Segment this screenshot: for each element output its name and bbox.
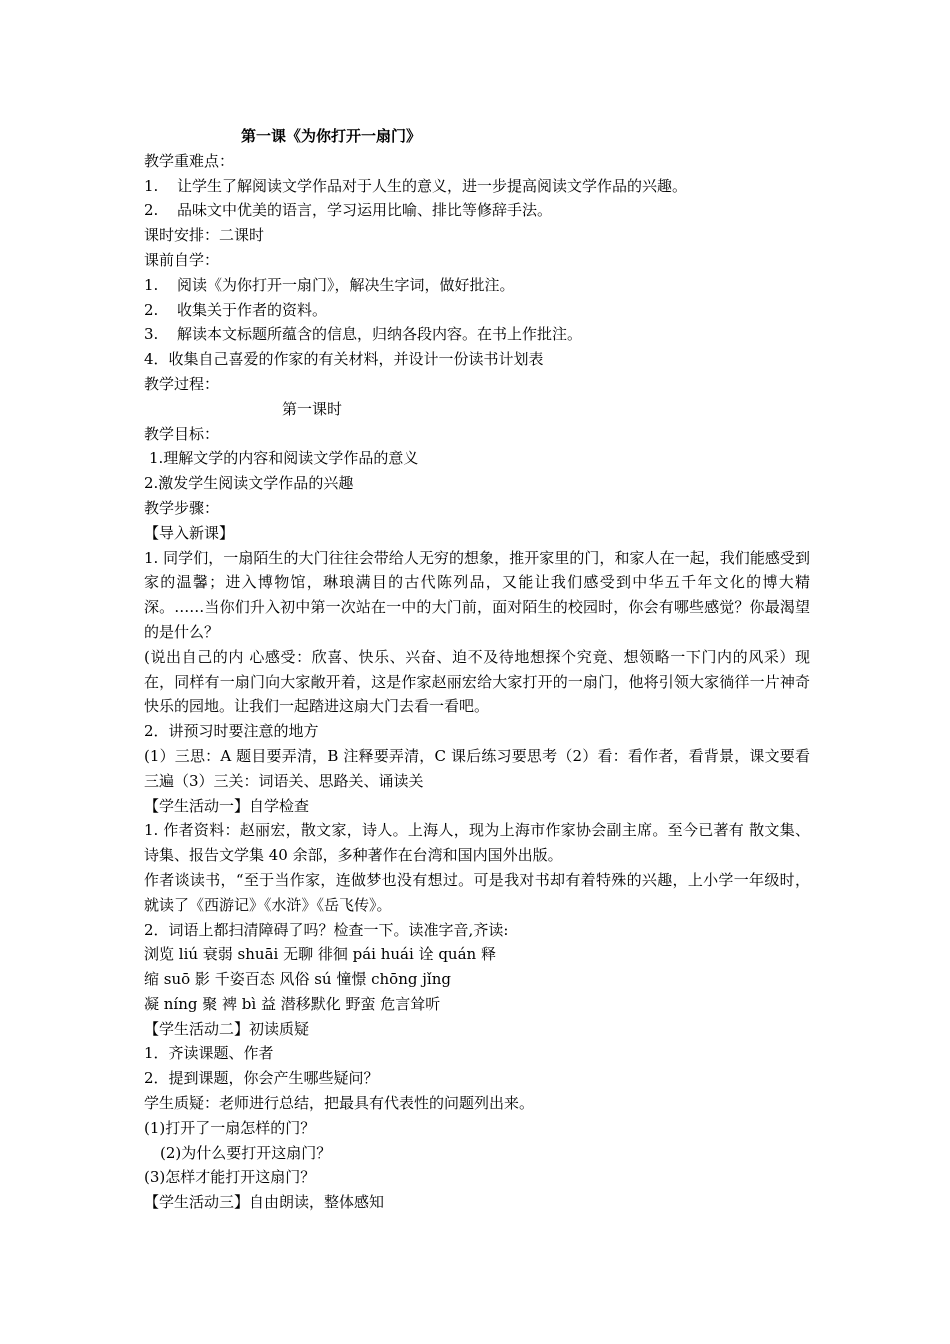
paragraph: (说出自己的内 心感受：欣喜、快乐、兴奋、迫不及待地想探个究竟、想领略一下门内的风采）现在，同样有一扇门向大家敞开着，这是作家赵丽宏给大家打开的一扇门，他将引领大家徜徉一片神奇快乐的园地。让我们一起踏进这扇大门去看一看吧。 [144, 647, 810, 716]
item-number: 2. [144, 201, 159, 220]
lesson-title: 第一课《为你打开一扇门》 [241, 127, 422, 145]
numbered-item [144, 198, 810, 223]
section-subtitle: 第一课时 [282, 399, 343, 418]
document-body [144, 124, 810, 1215]
text-line: 教学过程： [144, 374, 220, 393]
text-line: 2.激发学生阅读文学作品的兴趣 [144, 474, 354, 493]
numbered-item [144, 174, 810, 199]
item-text: 解读本文标题所蕴含的信息，归纳各段内容。在书上作批注。 [177, 325, 583, 344]
text-line: 教学目标： [144, 424, 220, 443]
text-line: 缩 suō 影 千姿百态 风俗 sú 憧憬 chōng jǐng [144, 970, 451, 989]
paragraph: 1. 作者资料：赵丽宏，散文家，诗人。上海人，现为上海市作家协会副主席。至今已著有 散文集、诗集、报告文学集 40 余部，多种著作在台湾和国内国外出版。 [144, 821, 810, 865]
text-line: 教学步骤： [144, 498, 220, 517]
text-line: 教学重难点： [144, 151, 235, 170]
paragraph: (1）三思：A 题目要弄清，B 注释要弄清，C 课后练习要思考（2）看：看作者，看背景，课文要看三遍（3）三关：词语关、思路关、诵读关 [144, 746, 810, 790]
text-line: 【学生活动二】初读质疑 [144, 1019, 310, 1038]
document-lines [144, 149, 810, 1215]
numbered-item [144, 273, 810, 298]
paragraph: 1. 同学们，一扇陌生的大门往往会带给人无穷的想象，推开家里的门，和家人在一起，我们能感受到家的温馨；进入博物馆，琳琅满目的古代陈列品，又能让我们感受到中华五千年文化的博大精深。……当你们升入初中第一次站在一中的大门前，面对陌生的校园时，你会有哪些感觉？你最渴望的是什么？ [144, 548, 810, 641]
item-number: 1. [144, 275, 159, 294]
text-line: 课前自学： [144, 250, 220, 269]
text-line: 学生质疑：老师进行总结，把最具有代表性的问题列出来。 [144, 1094, 535, 1113]
text-line: 课时安排：二课时 [144, 226, 265, 245]
text-line: 1.理解文学的内容和阅读文学作品的意义 [149, 449, 419, 468]
numbered-item [144, 298, 810, 323]
item-text: 收集关于作者的资料。 [177, 300, 328, 319]
text-line: 4．收集自己喜爱的作家的有关材料，并设计一份读书计划表 [144, 350, 544, 369]
text-line: 2．词语上都扫清障碍了吗？检查一下。读准字音,齐读: [144, 920, 509, 939]
text-line: 【学生活动三】自由朗读，整体感知 [144, 1193, 385, 1212]
text-line: 2．提到课题，你会产生哪些疑问？ [144, 1069, 379, 1088]
text-line: 【导入新课】 [144, 523, 235, 542]
text-line: 2．讲预习时要注意的地方 [144, 722, 319, 741]
numbered-item [144, 322, 810, 347]
text-line: 【学生活动一】自学检查 [144, 796, 310, 815]
text-line: (3)怎样才能打开这扇门？ [144, 1168, 316, 1187]
text-line: 凝 níng 聚 裨 bì 益 潜移默化 野蛮 危言耸听 [144, 994, 441, 1013]
item-number: 1. [144, 176, 159, 195]
paragraph: 作者谈读书，“至于当作家，连做梦也没有想过。可是我对书却有着特殊的兴趣，上小学一年级时，就读了《西游记》《水浒》《岳飞传》。 [144, 870, 810, 914]
item-text: 让学生了解阅读文学作品对于人生的意义，进一步提高阅读文学作品的兴趣。 [177, 176, 688, 195]
item-number: 3. [144, 325, 159, 344]
text-line: (2)为什么要打开这扇门？ [160, 1143, 332, 1162]
item-number: 2. [144, 300, 159, 319]
item-text: 阅读《为你打开一扇门》，解决生字词，做好批注。 [177, 275, 515, 294]
text-line: (1)打开了一扇怎样的门？ [144, 1118, 316, 1137]
text-line: 浏览 liú 衰弱 shuāi 无聊 徘徊 pái huái 诠 quán 释 [144, 945, 496, 964]
item-text: 品味文中优美的语言，学习运用比喻、排比等修辞手法。 [177, 201, 553, 220]
text-line: 1．齐读课题、作者 [144, 1044, 274, 1063]
